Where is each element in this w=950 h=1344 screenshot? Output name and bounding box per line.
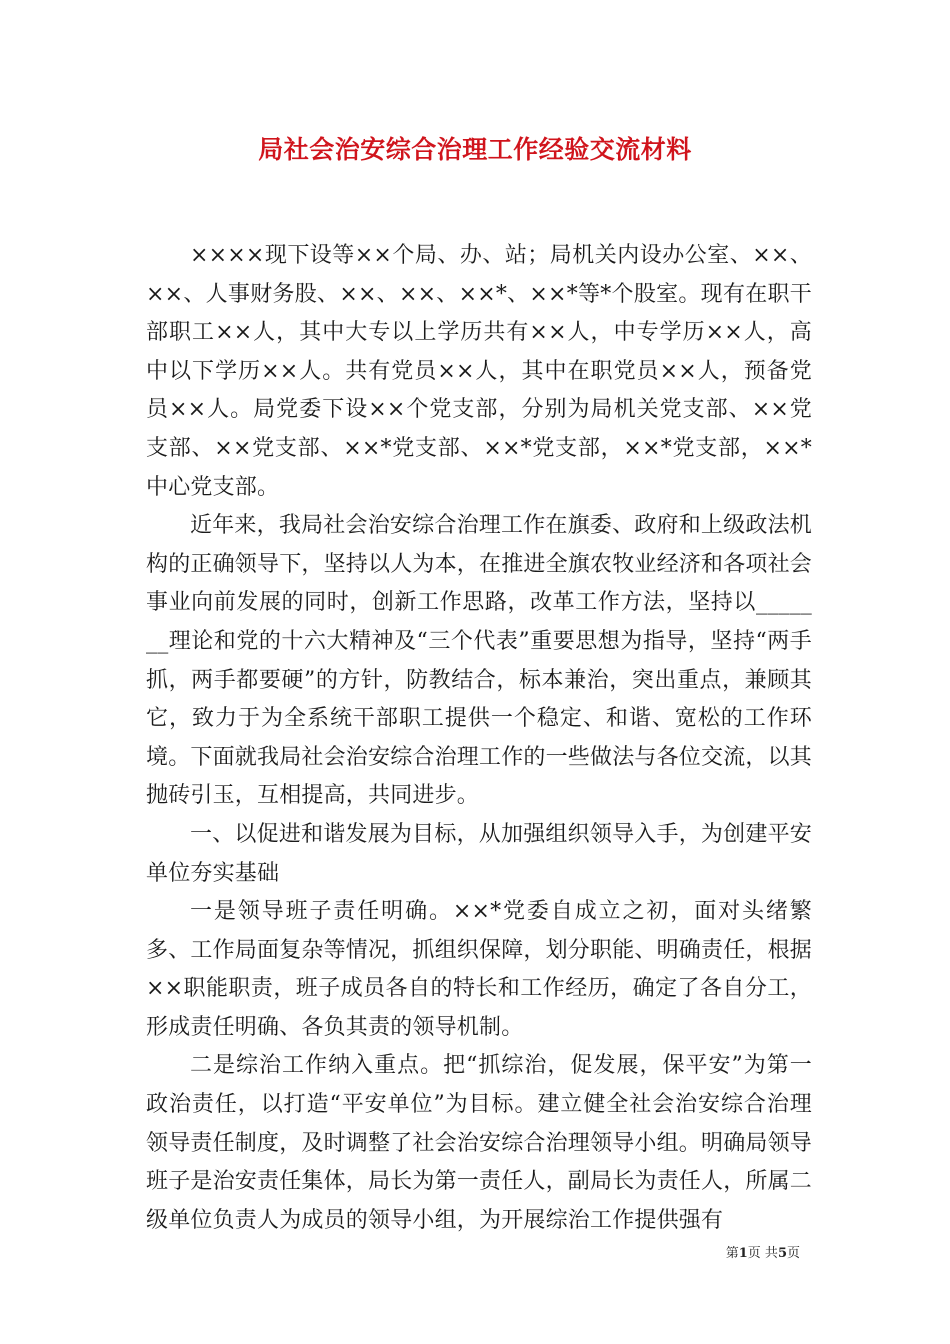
paragraph-point-1: 一是领导班子责任明确。××*党委自成立之初，面对头绪繁多、工作局面复杂等情况，抓组织保障，划分职能、明确责任，根据××职能职责，班子成员各自的特长和工作经历，确定了各自分工，形成责任明确、各负其责的领导机制。 (146, 899, 813, 1040)
section-heading-1: 一、以促进和谐发展为目标，从加强组织领导入手，为创建平安单位夯实基础 (146, 821, 812, 886)
page-number-footer (726, 1245, 800, 1263)
footer-prefix: 第 (725, 1246, 739, 1261)
footer-suffix: 页 (786, 1246, 800, 1261)
footer-current-page: 1 (738, 1246, 748, 1261)
paragraph-introduction: 近年来，我局社会治安综合治理工作在旗委、政府和上级政法机构的正确领导下，坚持以人为本，在推进全旗农牧业经济和各项社会事业向前发展的同时，创新工作思路，改革工作方法，坚持以_______理论和党的十六大精神及“三个代表”重要思想为指导，坚持“两手抓，两手都要硬”的方针，防教结合，标本兼治，突出重点，兼顾其它，致力于为全系统干部职工提供一个稳定、和谐、宽松的工作环境。下面就我局社会治安综合治理工作的一些做法与各位交流，以其抛砖引玉，互相提高，共同进步。 (146, 513, 813, 809)
paragraph-point-2: 二是综治工作纳入重点。把“抓综治，促发展，保平安”为第一政治责任，以打造“平安单位”为目标。建立健全社会治安综合治理领导责任制度，及时调整了社会治安综合治理领导小组。明确局领导班子是治安责任集体，局长为第一责任人，副局长为责任人，所属二级单位负责人为成员的领导小组，为开展综治工作提供强有 (146, 1053, 813, 1233)
paragraph-overview: ××××现下设等××个局、办、站；局机关内设办公室、××、××、人事财务股、××、××、××*、××*等*个股室。现有在职干部职工××人，其中大专以上学历共有××人，中专学历××人，高中以下学历××人。共有党员××人，其中在职党员××人，预备党员××人。局党委下设××个党支部，分别为局机关党支部、××党支部、××党支部、××*党支部、××*党支部，××*党支部，××*中心党支部。 (146, 243, 812, 500)
footer-total-pages: 5 (777, 1246, 787, 1261)
document-title: 局社会治安综合治理工作经验交流材料 (258, 135, 692, 164)
document-body (146, 237, 812, 1240)
footer-middle: 页 共 (747, 1246, 778, 1261)
